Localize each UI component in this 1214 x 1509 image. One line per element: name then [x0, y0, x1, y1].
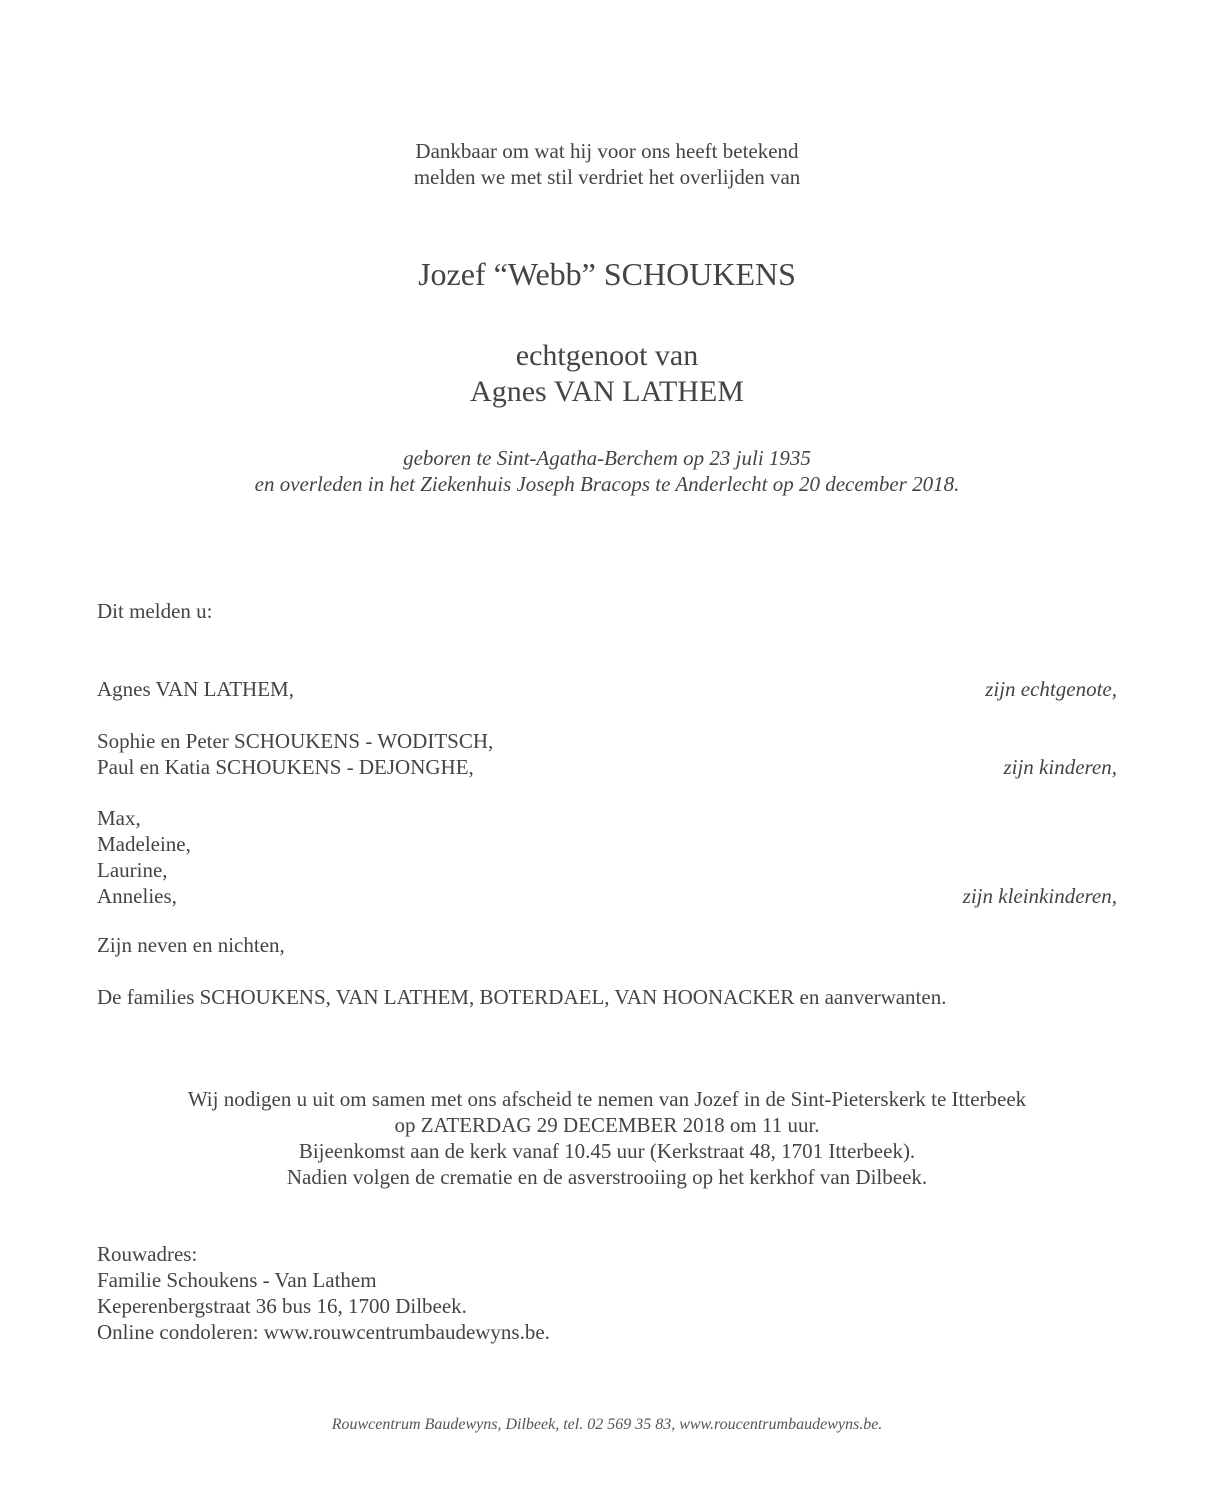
relative-row — [97, 883, 1117, 909]
relative-row — [97, 754, 1117, 780]
spouse-block — [0, 338, 1214, 410]
relative-name: Paul en Katia SCHOUKENS - DEJONGHE, — [97, 755, 474, 779]
relative-role: zijn kleinkinderen, — [962, 884, 1117, 908]
birth-line: geboren te Sint-Agatha-Berchem op 23 juli 1935 — [403, 446, 811, 470]
relatives-grandchildren — [97, 805, 1117, 909]
address-family: Familie Schoukens - Van Lathem — [97, 1268, 377, 1292]
relative-row — [97, 831, 1117, 857]
life-dates — [0, 445, 1214, 497]
relative-row — [97, 676, 1117, 702]
relative-role: zijn kinderen, — [1003, 755, 1117, 779]
relative-name: Annelies, — [97, 884, 177, 908]
invitation-line-1: Wij nodigen u uit om samen met ons afscheid te nemen van Jozef in de Sint-Pieterskerk te Itterbeek — [187, 1087, 1027, 1111]
intro-line-1: Dankbaar om wat hij voor ons heeft betekend — [415, 139, 799, 163]
address-online: Online condoleren: www.rouwcentrumbaudewyns.be. — [97, 1320, 550, 1344]
address-block — [97, 1241, 1117, 1345]
cousins-line: Zijn neven en nichten, — [97, 933, 285, 957]
invitation-block — [0, 1086, 1214, 1190]
relative-name: Sophie en Peter SCHOUKENS - WODITSCH, — [97, 729, 494, 753]
relative-name: Agnes VAN LATHEM, — [97, 677, 294, 701]
relative-row — [97, 857, 1117, 883]
relative-name: Laurine, — [97, 858, 168, 882]
funeral-home-footer: Rouwcentrum Baudewyns, Dilbeek, tel. 02 569 35 83, www.roucentrumbaudewyns.be. — [331, 1416, 883, 1433]
address-street: Keperenbergstraat 36 bus 16, 1700 Dilbeek. — [97, 1294, 467, 1318]
relative-row — [97, 728, 1117, 754]
invitation-line-4: Nadien volgen de crematie en de asverstrooiing op het kerkhof van Dilbeek. — [286, 1165, 928, 1189]
relative-name: Max, — [97, 806, 141, 830]
relative-row — [97, 805, 1117, 831]
relatives-spouse — [97, 676, 1117, 702]
invitation-line-2: op ZATERDAG 29 DECEMBER 2018 om 11 uur. — [394, 1113, 820, 1137]
relatives-children — [97, 728, 1117, 780]
intro-text — [0, 138, 1214, 190]
spouse-relation: echtgenoot van — [515, 339, 699, 372]
relative-role: zijn echtgenote, — [985, 677, 1117, 701]
address-label: Rouwadres: — [97, 1242, 198, 1266]
intro-line-2: melden we met stil verdriet het overlijden van — [413, 165, 801, 189]
spouse-name: Agnes VAN LATHEM — [470, 375, 744, 408]
deceased-name: Jozef “Webb” SCHOUKENS — [418, 256, 796, 292]
death-line: en overleden in het Ziekenhuis Joseph Bracops te Anderlecht op 20 december 2018. — [254, 472, 960, 496]
relative-name: Madeleine, — [97, 832, 191, 856]
invitation-line-3: Bijeenkomst aan de kerk vanaf 10.45 uur (Kerkstraat 48, 1701 Itterbeek). — [298, 1139, 916, 1163]
announce-line: Dit melden u: — [97, 599, 213, 623]
families-line: De families SCHOUKENS, VAN LATHEM, BOTERDAEL, VAN HOONACKER en aanverwanten. — [97, 985, 947, 1009]
